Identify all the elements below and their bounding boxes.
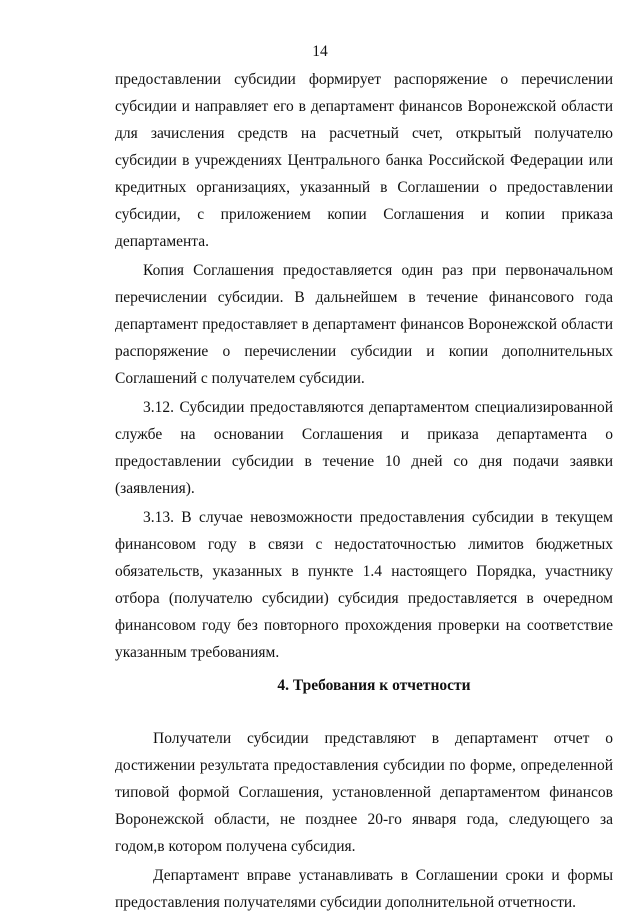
paragraph-3-12: 3.12. Субсидии предоставляются департаментом специализированной службе на основании Соглашения и приказа департамента о предоставлении субсидии в течение 10 дней со дня подачи заявки (заявления).: [115, 399, 613, 497]
paragraph-transfer-order: предоставлении субсидии формирует распоряжение о перечислении субсидии и направляет его в департамент финансов Воронежской области для зачисления средств на расчетный счет, открытый получателю субсидии в учреждениях Центрального банка Российской Федерации или кредитных организациях, указанный в Соглашении о предоставлении субсидии, с приложением копии Соглашения и копии приказа департамента.: [115, 71, 613, 250]
paragraph-additional-reporting: Департамент вправе устанавливать в Соглашении сроки и формы предоставления получателями субсидии дополнительной отчетности.: [115, 867, 613, 911]
paragraph-report-submission: Получатели субсидии представляют в департамент отчет о достижении результата предоставления субсидии по форме, определенной типовой формой Соглашения, установленной департаментом финансов Воронежской области, не позднее 20-го января года, следующего за годом,в котором получена субсидия.: [115, 730, 613, 855]
document-body: [115, 66, 613, 916]
paragraph-agreement-copy: Копия Соглашения предоставляется один раз при первоначальном перечислении субсидии. В дальнейшем в течение финансового года департамент предоставляет в департамент финансов Воронежской области распоряжение о перечислении субсидии и копии дополнительных Соглашений с получателем субсидии.: [115, 262, 613, 387]
page-number: 14: [312, 43, 328, 60]
paragraph-3-13: 3.13. В случае невозможности предоставления субсидии в текущем финансовом году в связи с недостаточностью лимитов бюджетных обязательств, указанных в пункте 1.4 настоящего Порядка, участнику отбора (получателю субсидии) субсидия предоставляется в очередном финансовом году без повторного прохождения проверки на соответствие указанным требованиям.: [115, 509, 613, 661]
section-heading-reporting: 4. Требования к отчетности: [277, 677, 471, 694]
